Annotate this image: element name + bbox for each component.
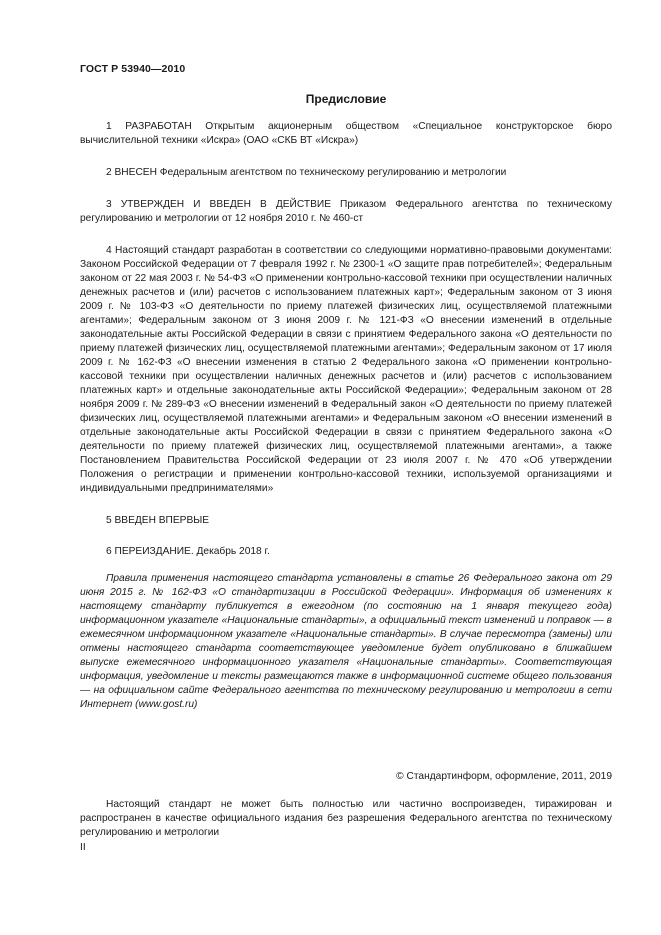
reproduction-notice: Настоящий стандарт не может быть полностью или частично воспроизведен, тиражирован и распространен в качестве официального издания без разрешения Федерального агентства по техническому регулированию и метрологии bbox=[80, 799, 612, 838]
preface-item-1: 1 РАЗРАБОТАН Открытым акционерным обществом «Специальное конструкторское бюро вычислительной техники «Искра» (ОАО «СКБ ВТ «Искра») bbox=[80, 121, 612, 146]
copyright-line: © Стандартинформ, оформление, 2011, 2019 bbox=[396, 771, 612, 782]
preface-title: Предисловие bbox=[305, 92, 387, 106]
preface-item-6: 6 ПЕРЕИЗДАНИЕ. Декабрь 2018 г. bbox=[106, 546, 270, 557]
preface-item-5: 5 ВВЕДЕН ВПЕРВЫЕ bbox=[106, 515, 210, 526]
preface-item-4: 4 Настоящий стандарт разработан в соответствии со следующими нормативно-правовыми документами: Законом Российской Федерации от 7 февраля 1992 г. № 2300-1 «О защите прав потребителей»; Федеральным законом от 22 мая 2003 г. № 54-ФЗ «О применении контрольно-кассовой техники при осуществлении наличных денежных расчетов и (или) расчетов с использованием платежных карт»; Федеральным законом от 3 июня 2009 г. № 103-ФЗ «О деятельности по приему платежей физических лиц, осуществляемой платежными агентами»; Федеральным законом от 3 июня 2009 г. № 121-ФЗ «О внесении изменений в отдельные законодательные акты Российской Федерации в связи с принятием Федерального закона «О деятельности по приему платежей физических лиц, осуществляемой платежными агентами»; Федеральным законом от 17 июля 2009 г. № 162-ФЗ «О внесении изменения в статью 2 Федерального закона «О применении контрольно-кассовой техники при осуществлении наличных денежных расчетов и (или) расчетов с использованием платежных карт» и отдельные законодательные акты Российской Федерации»; Федеральным законом от 28 ноября 2009 г. № 289-ФЗ «О внесении изменений в Федеральный закон «О деятельности по приему платежей физических лиц, осуществляемой платежными агентами» и Федеральным законом «О внесении изменений в отдельные законодательные акты Российской Федерации в связи с принятием Федерального закона «О деятельности по приему платежей физических лиц, осуществляемой платежными агентами», а также Постановлением Правительства Российской Федерации от 23 июля 2007 г. № 470 «Об утверждении Положения о регистрации и применении контрольно-кассовой техники, используемой организациями и индивидуальными предпринимателями» bbox=[80, 245, 612, 494]
page-number: II bbox=[80, 842, 86, 853]
preface-item-3: 3 УТВЕРЖДЕН И ВВЕДЕН В ДЕЙСТВИЕ Приказом Федерального агентства по техническому регулированию и метрологии от 12 ноября 2010 г. № 460-ст bbox=[80, 199, 612, 224]
rules-note: Правила применения настоящего стандарта установлены в статье 26 Федерального закона от 29 июня 2015 г. № 162-ФЗ «О стандартизации в Российской Федерации». Информация об изменениях к настоящему стандарту публикуется в ежегодном (по состоянию на 1 января текущего года) информационном указателе «Национальные стандарты», а официальный текст изменений и поправок — в ежемесячном информационном указателе «Национальные стандарты». В случае пересмотра (замены) или отмены настоящего стандарта соответствующее уведомление будет опубликовано в ближайшем выпуске ежемесячного информационного указателя «Национальные стандарты». Соответствующая информация, уведомление и тексты размещаются также в информационной системе общего пользования — на официальном сайте Федерального агентства по техническому регулированию и метрологии в сети Интернет (www.gost.ru) bbox=[80, 573, 612, 710]
preface-item-2: 2 ВНЕСЕН Федеральным агентством по техническому регулированию и метрологии bbox=[106, 167, 507, 178]
preface-body bbox=[80, 120, 612, 559]
standard-id-header: ГОСТ Р 53940—2010 bbox=[80, 63, 186, 75]
